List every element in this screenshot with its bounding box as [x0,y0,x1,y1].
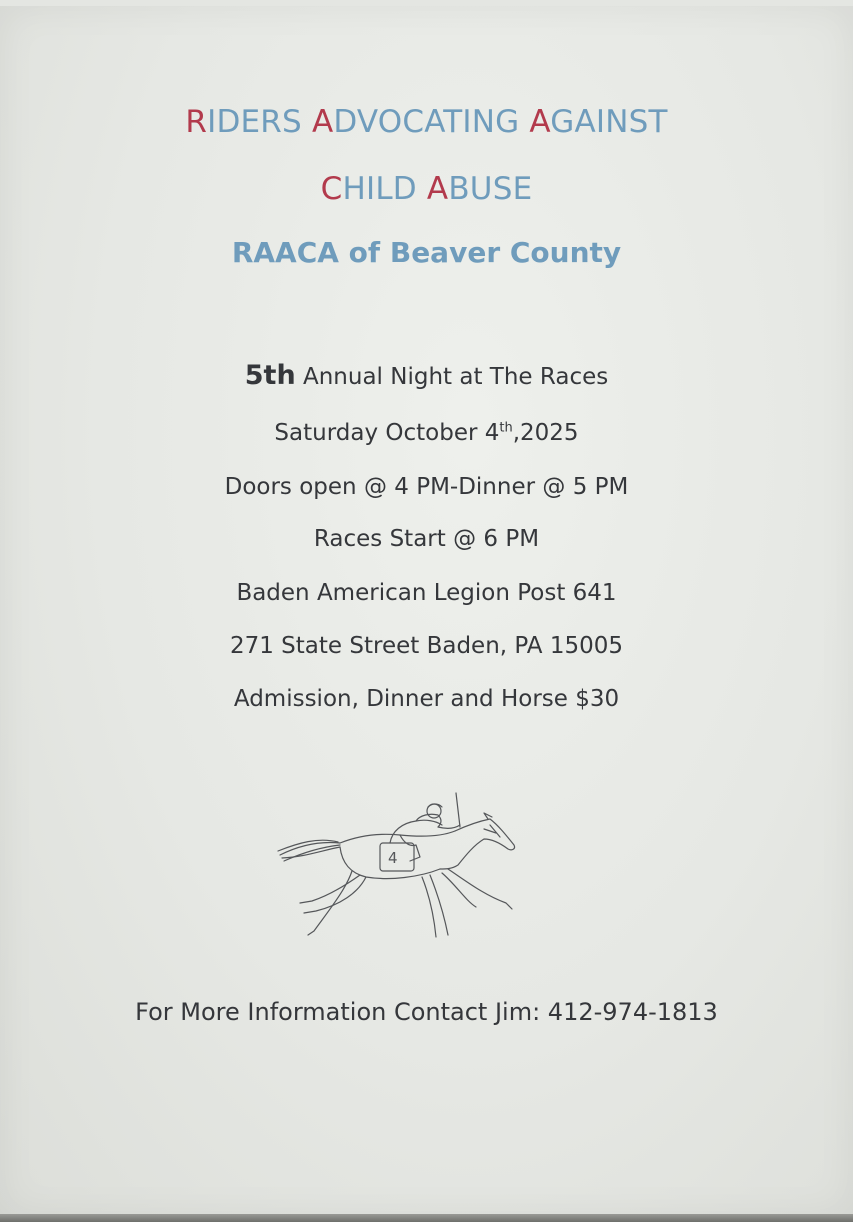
event-title [0,360,853,391]
title-word-against: GAINST [550,104,668,140]
title-word-child: HILD [342,171,427,207]
table-edge [0,1214,853,1222]
event-date-suffix: ,2025 [512,420,579,446]
title-cap-a3: A [426,171,449,207]
event-date-sup: th [499,420,513,436]
event-doors: Doors open @ 4 PM-Dinner @ 5 PM [224,474,629,500]
title-cap-a2: A [529,104,551,140]
title-word-abuse: BUSE [448,171,533,207]
event-ordinal: 5th [244,360,296,391]
event-address: 271 State Street Baden, PA 15005 [229,633,624,659]
title-word-advocating: DVOCATING [333,104,530,140]
title-line-1 [0,104,853,140]
title-cap-a1: A [311,104,334,140]
title-word-riders: IDERS [207,104,312,140]
event-venue: Baden American Legion Post 641 [236,580,617,606]
event-date [0,420,853,446]
title-line-2 [0,171,853,207]
organization-subtitle: RAACA of Beaver County [231,236,622,269]
event-admission: Admission, Dinner and Horse $30 [233,686,620,712]
racehorse-jockey-illustration [270,785,530,945]
event-name: Annual Night at The Races [295,364,609,390]
contact-info: For More Information Contact Jim: 412-974-1813 [135,998,718,1026]
event-races: Races Start @ 6 PM [313,526,540,552]
event-date-prefix: Saturday October 4 [274,420,500,446]
title-cap-c: C [320,171,343,207]
horse-number-label: 4 [388,849,398,867]
title-cap-r: R [185,104,208,140]
